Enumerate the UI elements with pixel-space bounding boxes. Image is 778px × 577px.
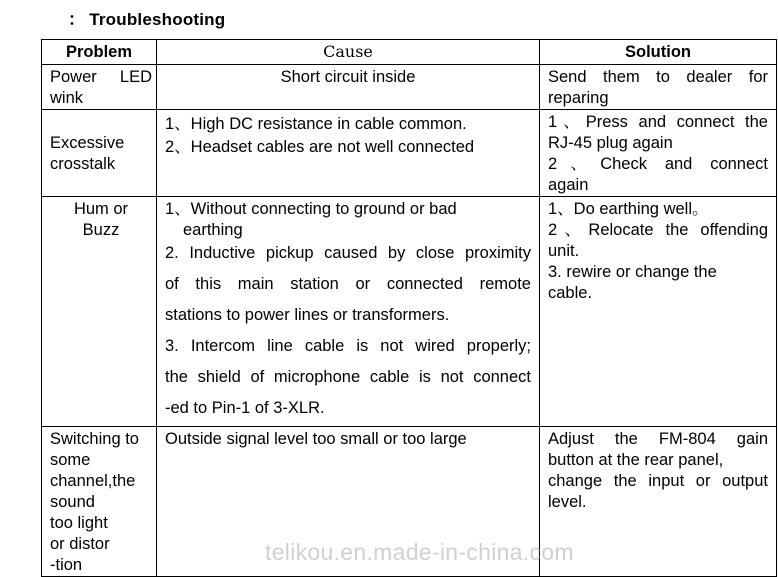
problem-line: wink (50, 89, 84, 107)
cause-line: earthing (183, 221, 243, 239)
problem-line: sound (50, 493, 95, 511)
solution-line: 3. rewire or change the (548, 263, 717, 281)
header-cause: Cause (157, 40, 540, 65)
solution-cell (540, 427, 777, 577)
solution-line: Adjust the FM-804 gain (548, 430, 768, 448)
table-row (42, 110, 777, 197)
cause-line: of this main station or connected remote (165, 275, 531, 293)
problem-line: Power LED (50, 68, 152, 86)
solution-line: Send them to dealer for (548, 68, 768, 86)
cause-line: -ed to Pin-1 of 3-XLR. (165, 399, 325, 417)
problem-line: Excessive (50, 134, 125, 152)
solution-line: reparing (548, 89, 609, 107)
problem-line: Hum or (73, 200, 129, 218)
cause-line: 2、Headset cables are not well connected (165, 138, 475, 156)
problem-line: too light (50, 514, 108, 532)
cause-cell (157, 197, 540, 427)
solution-line: RJ-45 plug again (548, 134, 673, 152)
cause-cell (157, 110, 540, 197)
problem-line: -tion (50, 556, 83, 574)
table-row (42, 65, 777, 110)
cause-line: 1、Without connecting to ground or bad (165, 200, 457, 218)
solution-cell (540, 197, 777, 427)
solution-line: change the input or output (548, 472, 768, 490)
solution-line: 1、Press and connect the (548, 113, 768, 131)
solution-line: cable. (548, 284, 593, 302)
problem-line: or distor (50, 535, 110, 553)
table-row (42, 197, 777, 427)
problem-cell (42, 65, 157, 110)
problem-cell (42, 197, 157, 427)
watermark-text: telikou.en.made-in-china.com (265, 539, 574, 565)
problem-line: Buzz (82, 221, 120, 239)
heading-bullet: ： (68, 10, 86, 29)
solution-line: again (548, 176, 589, 194)
solution-line: 2、Check and connect (548, 155, 768, 173)
solution-line: 2、Relocate the offending (548, 221, 768, 239)
table-header-row (42, 40, 777, 65)
header-problem: Problem (42, 40, 157, 65)
problem-line: Switching to (50, 430, 139, 448)
cause-line: 1、High DC resistance in cable common. (165, 115, 467, 133)
solution-line: button at the rear panel, (548, 451, 724, 469)
section-heading (68, 5, 225, 30)
cause-line: 3. Intercom line cable is not wired properly; (165, 337, 531, 355)
cause-line: stations to power lines or transformers. (165, 306, 450, 324)
troubleshooting-table (41, 39, 777, 577)
solution-cell (540, 65, 777, 110)
solution-line: unit. (548, 242, 580, 260)
solution-line: level. (548, 493, 587, 511)
cause-cell (157, 65, 540, 110)
solution-line: 1、Do earthing well。 (548, 200, 709, 218)
heading-title: Troubleshooting (89, 10, 226, 29)
cause-line: 2. Inductive pickup caused by close proximity (165, 244, 531, 262)
problem-line: crosstalk (50, 155, 116, 173)
problem-cell (42, 427, 157, 577)
problem-cell (42, 110, 157, 197)
cause-line: Short circuit inside (280, 68, 416, 86)
problem-line: some (50, 451, 91, 469)
problem-line: channel,the (50, 472, 136, 490)
solution-cell (540, 110, 777, 197)
header-solution: Solution (540, 40, 777, 65)
cause-line: Outside signal level too small or too large (165, 430, 467, 448)
cause-line: the shield of microphone cable is not connect (165, 368, 531, 386)
